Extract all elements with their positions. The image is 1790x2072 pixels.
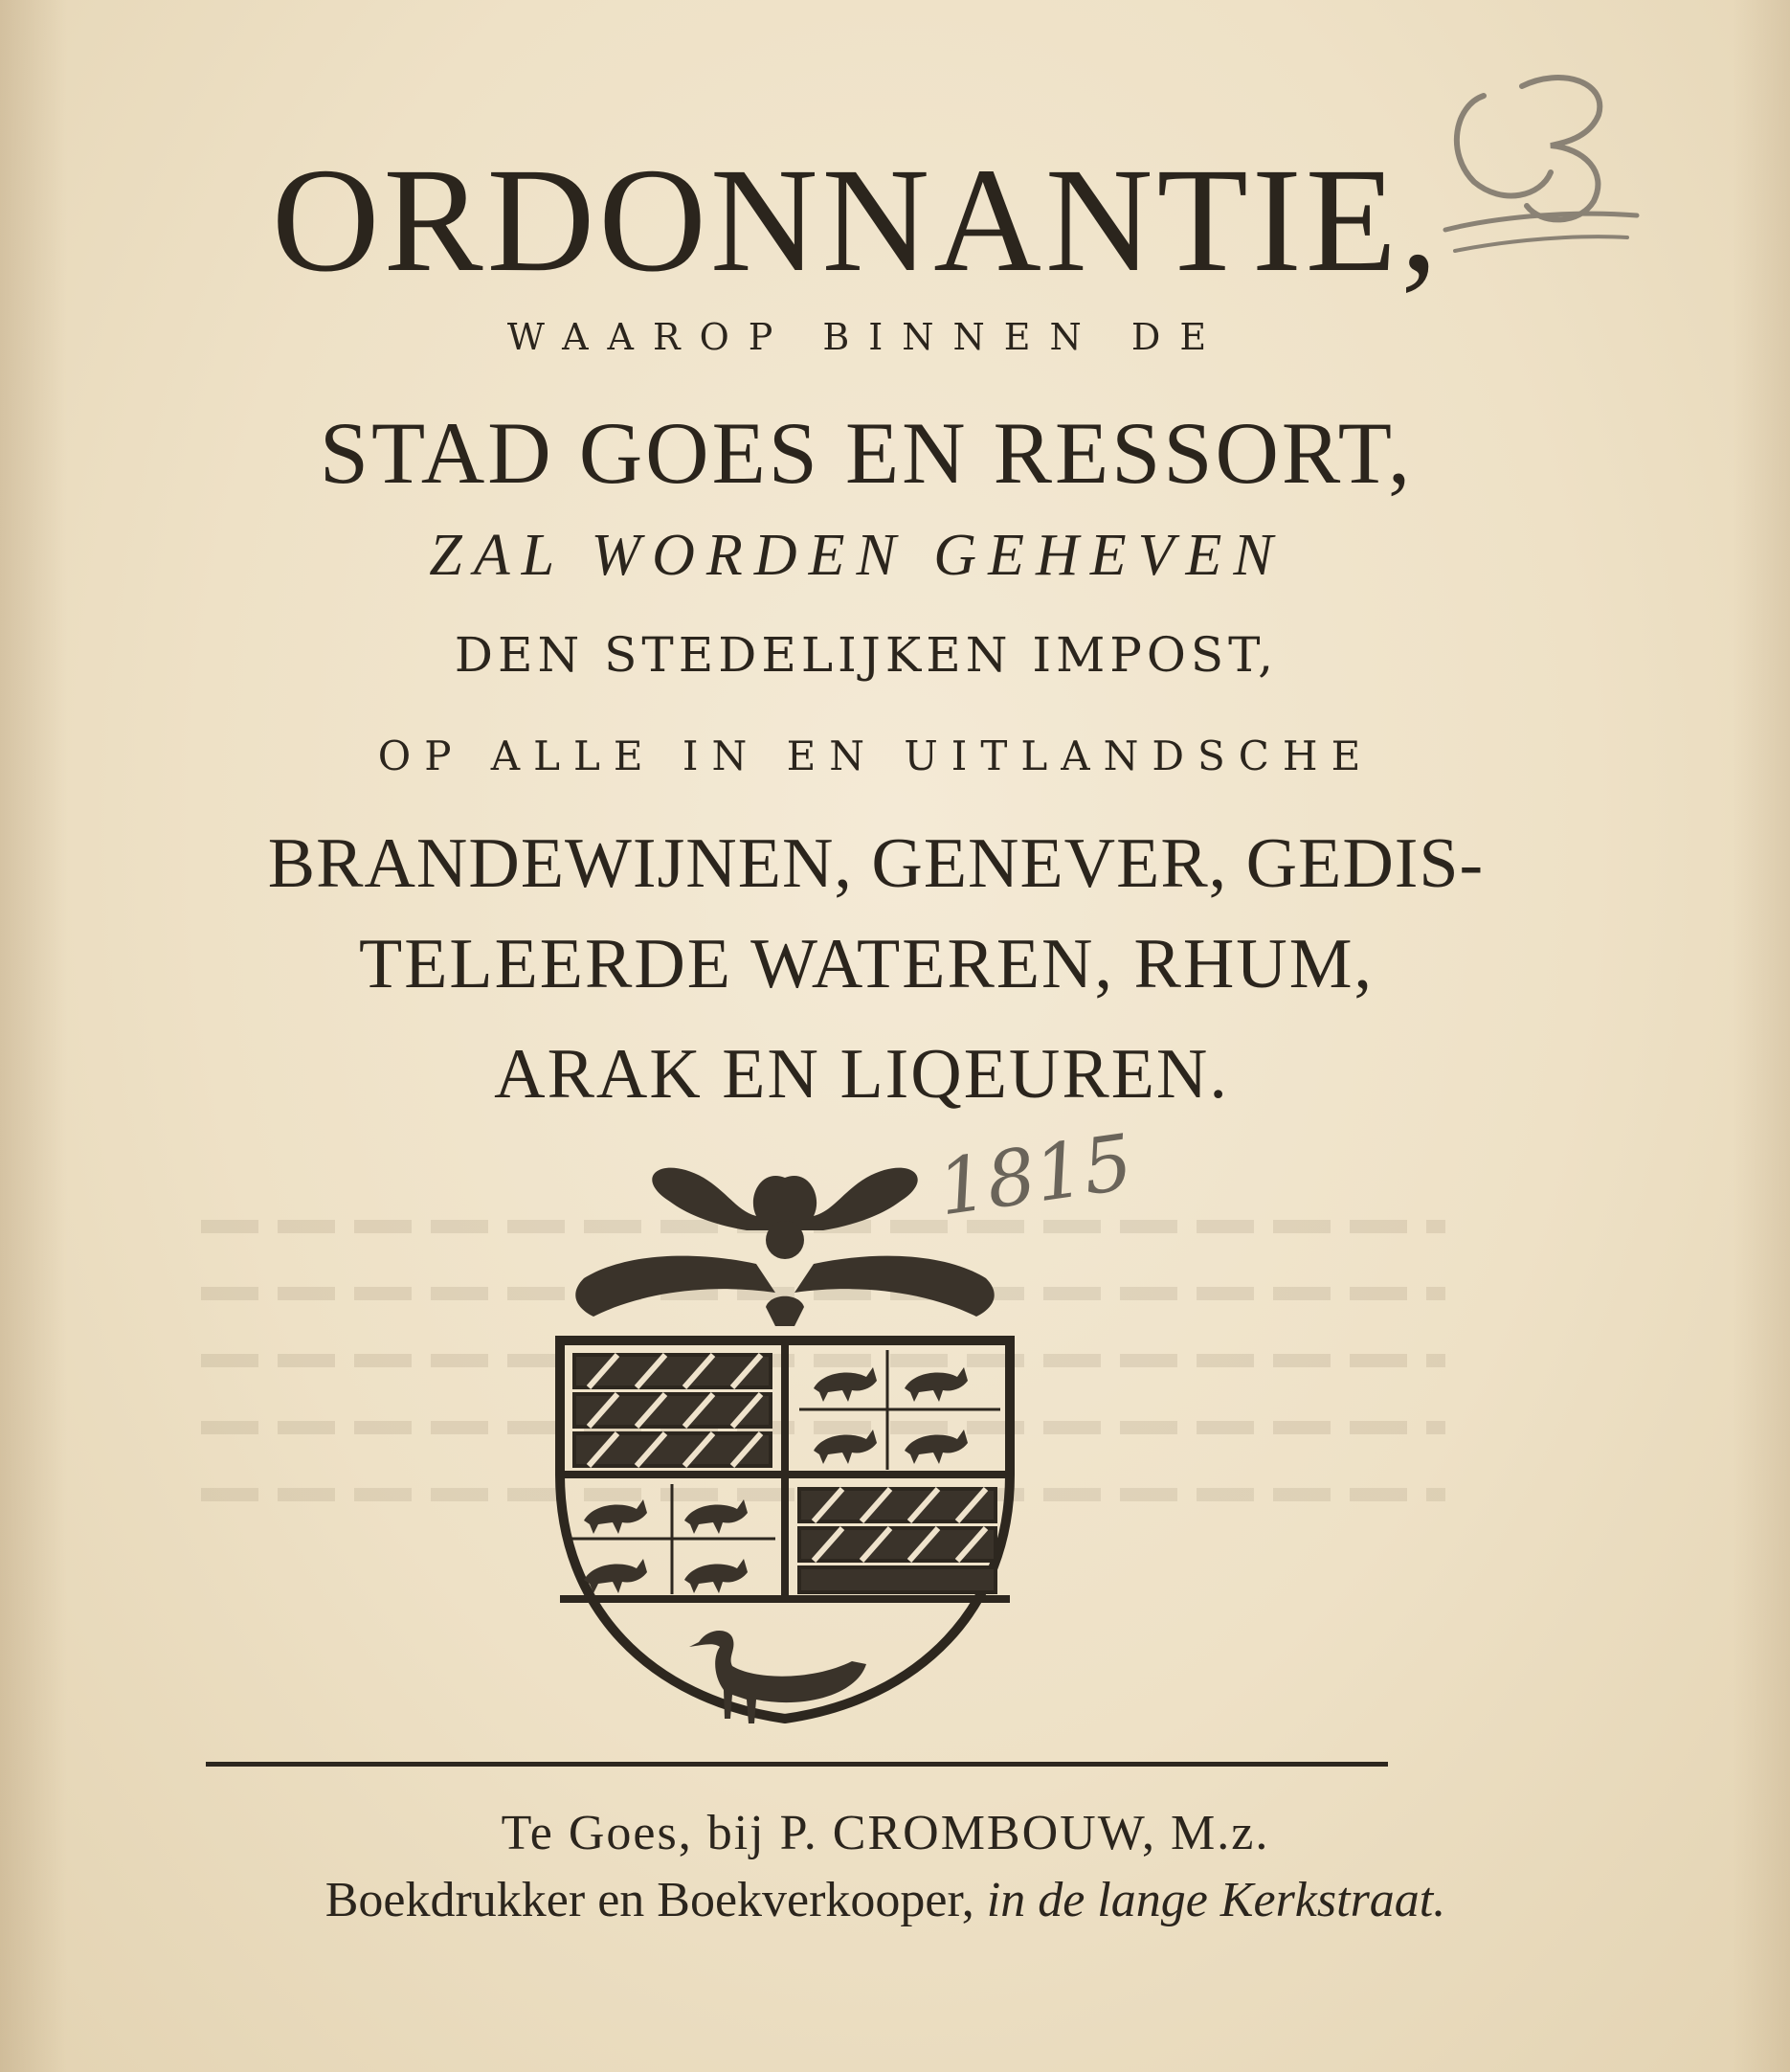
subtitle-teleerde: TELEERDE WATEREN, RHUM, bbox=[359, 925, 1374, 1003]
subtitle-brandewijnen: BRANDEWIJNEN, GENEVER, GEDIS- bbox=[267, 824, 1485, 903]
imprint-line-2-italic: in de lange Kerkstraat. bbox=[986, 1873, 1446, 1927]
subtitle-waarop: WAAROP BINNEN DE bbox=[506, 316, 1226, 358]
imprint-line-1: Te Goes, bij P. CROMBOUW, M.z. bbox=[501, 1806, 1270, 1860]
imprint-line-2-plain: Boekdrukker en Boekverkooper, bbox=[324, 1873, 974, 1927]
subtitle-stad: STAD GOES EN RESSORT, bbox=[319, 404, 1414, 502]
imprint-line-2 bbox=[0, 1872, 1780, 1928]
handwritten-year-text: 1815 bbox=[932, 1117, 1138, 1233]
horizontal-rule bbox=[206, 1762, 1388, 1767]
document-title: ORDONNANTIE, bbox=[271, 137, 1443, 303]
subtitle-zal: ZAL WORDEN GEHEVEN bbox=[429, 523, 1285, 588]
subtitle-impost: DEN STEDELIJKEN IMPOST, bbox=[454, 627, 1279, 683]
subtitle-arak: ARAK EN LIQEUREN. bbox=[494, 1035, 1229, 1114]
subtitle-opalle: OP ALLE IN EN UITLANDSCHE bbox=[377, 732, 1375, 779]
coat-of-arms-emblem bbox=[536, 1159, 1034, 1743]
